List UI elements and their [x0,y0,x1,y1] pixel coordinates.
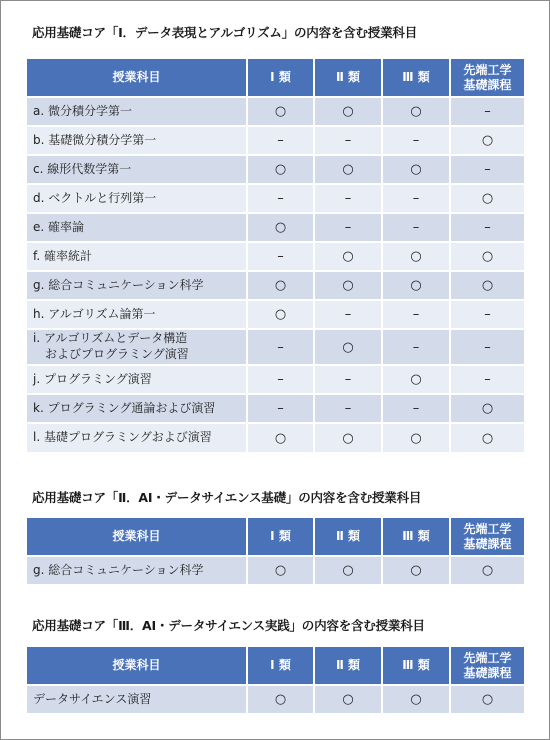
advanced-mark: – [450,155,524,184]
class-1-mark: ○ [247,685,314,713]
table-row [27,126,524,155]
class-1-mark: – [247,242,314,271]
advanced-mark: – [450,213,524,242]
course-name: e. 確率論 [27,213,247,242]
class-2-mark: ○ [314,329,382,365]
header-advanced: 先端工学 基礎課程 [450,518,524,556]
header-class-2: Ⅱ 類 [314,59,382,97]
table-row [27,556,524,584]
header-class-3: Ⅲ 類 [382,518,450,556]
class-2-mark: – [314,213,382,242]
class-1-mark: – [247,394,314,423]
section-title-1: 応用基礎コア「Ⅰ．データ表現とアルゴリズム」の内容を含む授業科目 [32,25,418,40]
class-3-mark: – [382,329,450,365]
table-row [27,184,524,213]
class-2-mark: ○ [314,685,382,713]
advanced-mark: ○ [450,423,524,452]
section-title-2: 応用基礎コア「Ⅱ．AI・データサイエンス基礎」の内容を含む授業科目 [32,490,422,505]
class-1-mark: ○ [247,271,314,300]
header-class-2: Ⅱ 類 [314,647,382,685]
advanced-mark: – [450,329,524,365]
table-header-row [27,518,524,556]
class-1-mark: ○ [247,97,314,126]
header-course: 授業科目 [27,59,247,97]
class-3-mark: – [382,300,450,329]
class-1-mark: – [247,365,314,394]
advanced-mark: ○ [450,126,524,155]
class-1-mark: ○ [247,300,314,329]
advanced-mark: ○ [450,242,524,271]
class-3-mark: – [382,184,450,213]
course-table-1 [27,59,524,452]
class-2-mark: ○ [314,242,382,271]
table-row [27,423,524,452]
class-2-mark: ○ [314,155,382,184]
class-1-mark: – [247,126,314,155]
section-title-3: 応用基礎コア「Ⅲ．AI・データサイエンス実践」の内容を含む授業科目 [32,618,425,633]
course-name: データサイエンス演習 [27,685,247,713]
course-name: l. 基礎プログラミングおよび演習 [27,423,247,452]
course-name: f. 確率統計 [27,242,247,271]
class-2-mark: – [314,184,382,213]
course-name: g. 総合コミュニケーション科学 [27,271,247,300]
header-class-1: Ⅰ 類 [247,647,314,685]
course-name: i. アルゴリズムとデータ構造 およびプログラミング演習 [27,329,247,365]
advanced-mark: – [450,300,524,329]
class-1-mark: ○ [247,213,314,242]
table-header-row [27,59,524,97]
class-2-mark: ○ [314,556,382,584]
class-3-mark: ○ [382,556,450,584]
header-course: 授業科目 [27,518,247,556]
class-3-mark: – [382,126,450,155]
class-2-mark: ○ [314,271,382,300]
table-header-row [27,647,524,685]
table-row [27,685,524,713]
class-3-mark: ○ [382,271,450,300]
table-row [27,242,524,271]
header-advanced: 先端工学 基礎課程 [450,59,524,97]
header-class-3: Ⅲ 類 [382,59,450,97]
course-name: b. 基礎微分積分学第一 [27,126,247,155]
table-row [27,394,524,423]
advanced-mark: – [450,365,524,394]
table-row [27,155,524,184]
class-3-mark: – [382,394,450,423]
class-2-mark: ○ [314,97,382,126]
class-3-mark: ○ [382,155,450,184]
header-class-3: Ⅲ 類 [382,647,450,685]
class-3-mark: ○ [382,365,450,394]
table-row [27,365,524,394]
header-class-1: Ⅰ 類 [247,518,314,556]
class-1-mark: ○ [247,155,314,184]
course-name: j. プログラミング演習 [27,365,247,394]
course-name: a. 微分積分学第一 [27,97,247,126]
class-1-mark: ○ [247,423,314,452]
table-row [27,329,524,365]
table-row [27,271,524,300]
advanced-mark: ○ [450,394,524,423]
class-3-mark: ○ [382,423,450,452]
course-table-1-body [27,97,524,452]
course-table-3-body [27,685,524,713]
class-2-mark: – [314,300,382,329]
class-3-mark: ○ [382,97,450,126]
advanced-mark: ○ [450,271,524,300]
class-3-mark: ○ [382,242,450,271]
class-2-mark: – [314,126,382,155]
class-2-mark: – [314,394,382,423]
class-1-mark: – [247,184,314,213]
header-course: 授業科目 [27,647,247,685]
class-2-mark: – [314,365,382,394]
class-1-mark: ○ [247,556,314,584]
advanced-mark: – [450,97,524,126]
course-name: k. プログラミング通論および演習 [27,394,247,423]
header-class-1: Ⅰ 類 [247,59,314,97]
course-table-3 [27,647,524,713]
class-2-mark: ○ [314,423,382,452]
table-row [27,97,524,126]
course-table-2 [27,518,524,584]
course-table-2-body [27,556,524,584]
class-3-mark: ○ [382,685,450,713]
table-row [27,213,524,242]
advanced-mark: ○ [450,184,524,213]
course-name: g. 総合コミュニケーション科学 [27,556,247,584]
advanced-mark: ○ [450,685,524,713]
course-name: h. アルゴリズム論第一 [27,300,247,329]
header-advanced: 先端工学 基礎課程 [450,647,524,685]
course-name: d. ベクトルと行列第一 [27,184,247,213]
course-name: c. 線形代数学第一 [27,155,247,184]
class-3-mark: – [382,213,450,242]
class-1-mark: – [247,329,314,365]
header-class-2: Ⅱ 類 [314,518,382,556]
table-row [27,300,524,329]
advanced-mark: ○ [450,556,524,584]
